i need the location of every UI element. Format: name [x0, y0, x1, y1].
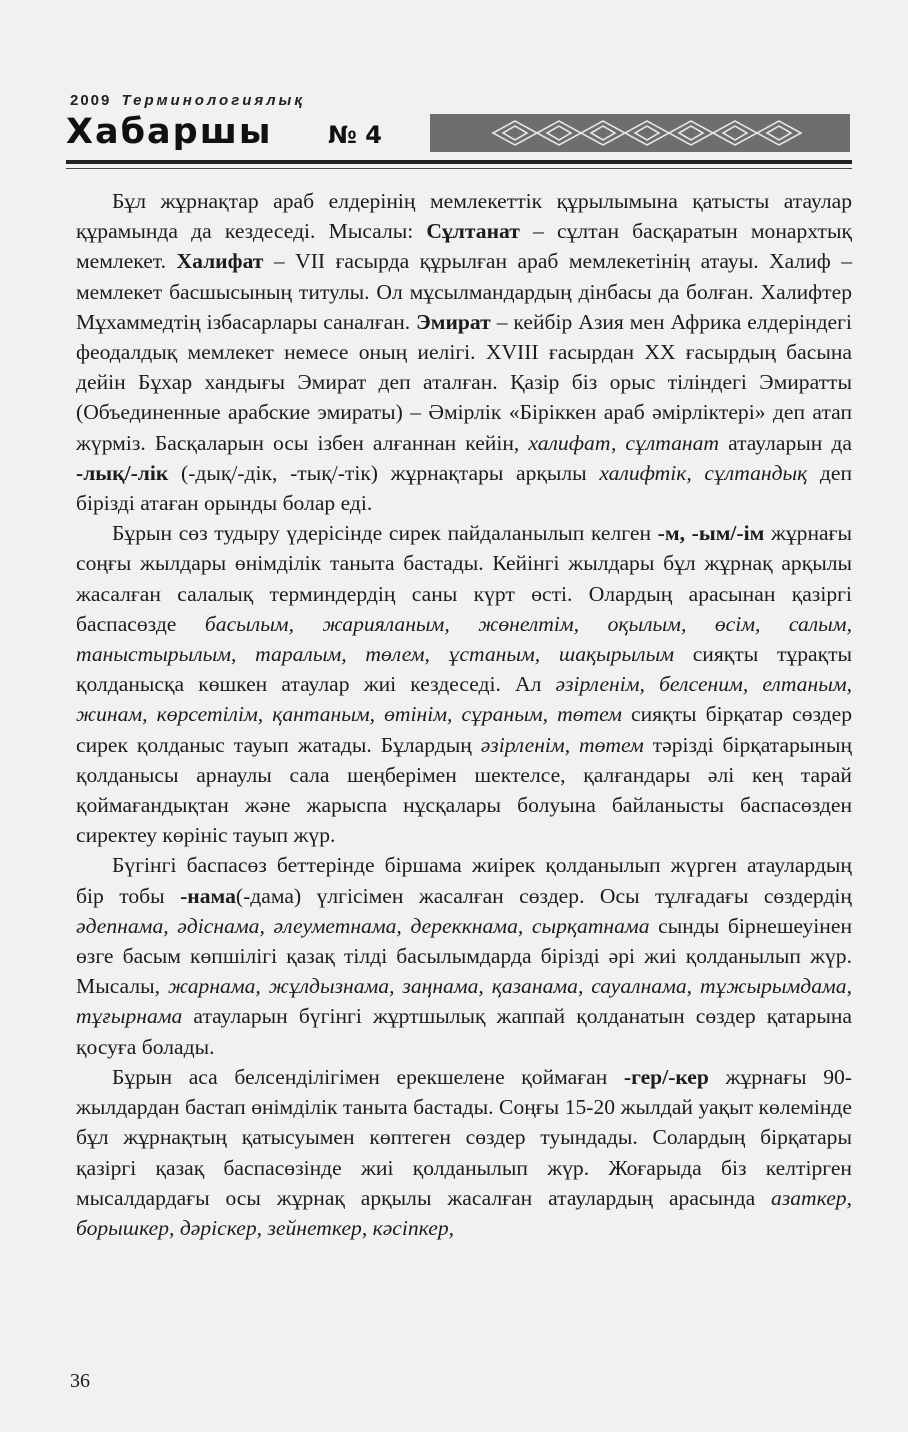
italic-term: жарнама, жұлдызнама, заңнама, қазанама, сауалнама, тұжырымдама, тұғырнама: [76, 974, 852, 1029]
journal-series-line: [70, 92, 305, 109]
text-run: (-дық/-дік, -тық/-тік) жұрнақтары арқылы: [168, 460, 600, 485]
italic-term: әзірленім, белсеним, елтаным, жинам, көрсетілім, қантаным, өтінім, сұраным, төтем: [76, 672, 852, 727]
paragraph: [76, 850, 852, 1061]
text-run: тәрізді бірқатарының қолданысы арнаулы сала шеңберімен шектелсе, қалғандары әлі кең тарай қоймағандықтан және жарыспа нұсқалары болуына байланысты баспасөзден сиректеу көрініс тауып жүр.: [76, 732, 853, 848]
text-run: жұрнағы 90-жылдардан бастап өнімділік таныта бастады. Соңғы 15-20 жылдай уақыт көлемінде бұл жұрнақтың қатысуымен көптеген сөздер туындады. Солардың бірқатары қазіргі қазақ баспасөзінде жиі қолданылып жүр. Жоғарыда біз келтірген мысалдардағы осы жұрнақ арқылы жасалған атаулардың арасында: [76, 1064, 852, 1210]
italic-term: әдепнама, әдіснама, әлеуметнама, дереккнама, сырқатнама: [76, 913, 650, 938]
bold-term: Эмират: [416, 309, 491, 334]
text-run: Бұрын аса белсенділігімен ерекшелене қоймаған: [112, 1064, 624, 1089]
bold-term: -нама: [180, 883, 236, 908]
paragraph: [76, 186, 852, 518]
page-number: 36: [70, 1370, 90, 1392]
journal-title: Хабаршы: [66, 112, 273, 152]
article-body: [76, 186, 852, 1243]
text-run: сияқты бірқатар сөздер сирек қолданыс тауып жатады. Бұлардың: [76, 702, 852, 757]
bold-term: -гер/-кер: [623, 1064, 709, 1089]
italic-term: әзірленім, төтем: [480, 732, 644, 757]
italic-term: халифтік, сұлтандық: [599, 460, 808, 485]
text-run: Бүгінгі баспасөз беттерінде біршама жиірек қолданылып жүрген атаулардың бір тобы: [76, 853, 852, 908]
journal-title-row: [66, 112, 852, 156]
bold-term: Сұлтанат: [426, 219, 520, 244]
header-rule-thin: [66, 168, 852, 169]
italic-term: азаткер, борышкер, дәріскер, зейнеткер, кәсіпкер,: [76, 1185, 852, 1240]
issue-number: № 4: [328, 121, 382, 149]
journal-series: Терминологиялық: [121, 92, 305, 109]
text-run: жұрнағы соңғы жылдары өнімділік таныта бастады. Кейінгі жылдары бұл жұрнақ арқылы жасалған салалық терминдердің саны күрт өсті. Олардың арасынан қазіргі баспасөзде: [76, 521, 852, 636]
bold-term: -лық/-лік: [76, 460, 169, 485]
text-run: – сұлтан басқаратын монархтық мемлекет.: [76, 219, 852, 274]
text-run: Бұл жұрнақтар араб елдерінің мемлекеттік құрылымына қатысты атаулар құрамында да кездеседі. Мысалы:: [76, 189, 852, 244]
italic-term: басылым, жарияланым, жөнелтім, оқылым, өсім, салым, таныстырылым, таралым, төлем, ұстаным, шақырылым: [76, 611, 852, 667]
text-run: – кейбір Азия мен Африка елдеріндегі феодалдық мемлекет немесе оның иелігі. XVIII ғасырдан XX ғасырдың басына дейін Бұхар хандығы Эмират деп аталған. Қазір біз орыс тіліндегі Эмиратты (Объединенные арабские эмираты) – Әмірлік «Біріккен араб әмірліктері» деп атап жүрміз. Басқаларын осы ізбен алғаннан кейін,: [76, 309, 852, 455]
journal-year: 2009: [70, 92, 112, 109]
header-ornament: [430, 114, 850, 152]
bold-term: Халифат: [176, 249, 264, 274]
text-run: деп бірізді атаған орынды болар еді.: [76, 460, 852, 516]
text-run: сынды бірнешеуінен өзге басым көпшілігі қазақ тілді басылымдарда бірізді әрі жиі қолданылып жүр. Мысалы,: [76, 913, 852, 999]
text-run: атауларын да: [719, 430, 853, 455]
header-rule-thick: [66, 160, 852, 164]
text-run: Бұрын сөз тудыру үдерісінде сирек пайдаланылып келген: [112, 521, 658, 546]
paragraph: [76, 1062, 852, 1243]
text-run: (-дама) үлгісімен жасалған сөздер. Осы тұлғадағы сөздердің: [235, 883, 852, 908]
text-run: – VII ғасырда құрылған араб мемлекетінің атауы. Халиф – мемлекет басшысының титулы. Ол мұсылмандардың дінбасы да болған. Халифтер Мұхаммедтің ізбасарлары саналған.: [76, 249, 853, 334]
italic-term: халифат, сұлтанат: [528, 430, 719, 455]
bold-term: -м, -ым/-ім: [657, 521, 765, 546]
paragraph: [76, 518, 852, 850]
text-run: атауларын бүгінгі жұртшылық жаппай қолданатын сөздер қатарына қосуға болады.: [76, 1004, 852, 1059]
text-run: сияқты тұрақты қолданысқа көшкен атаулар жиі кездеседі. Ал: [76, 642, 853, 697]
